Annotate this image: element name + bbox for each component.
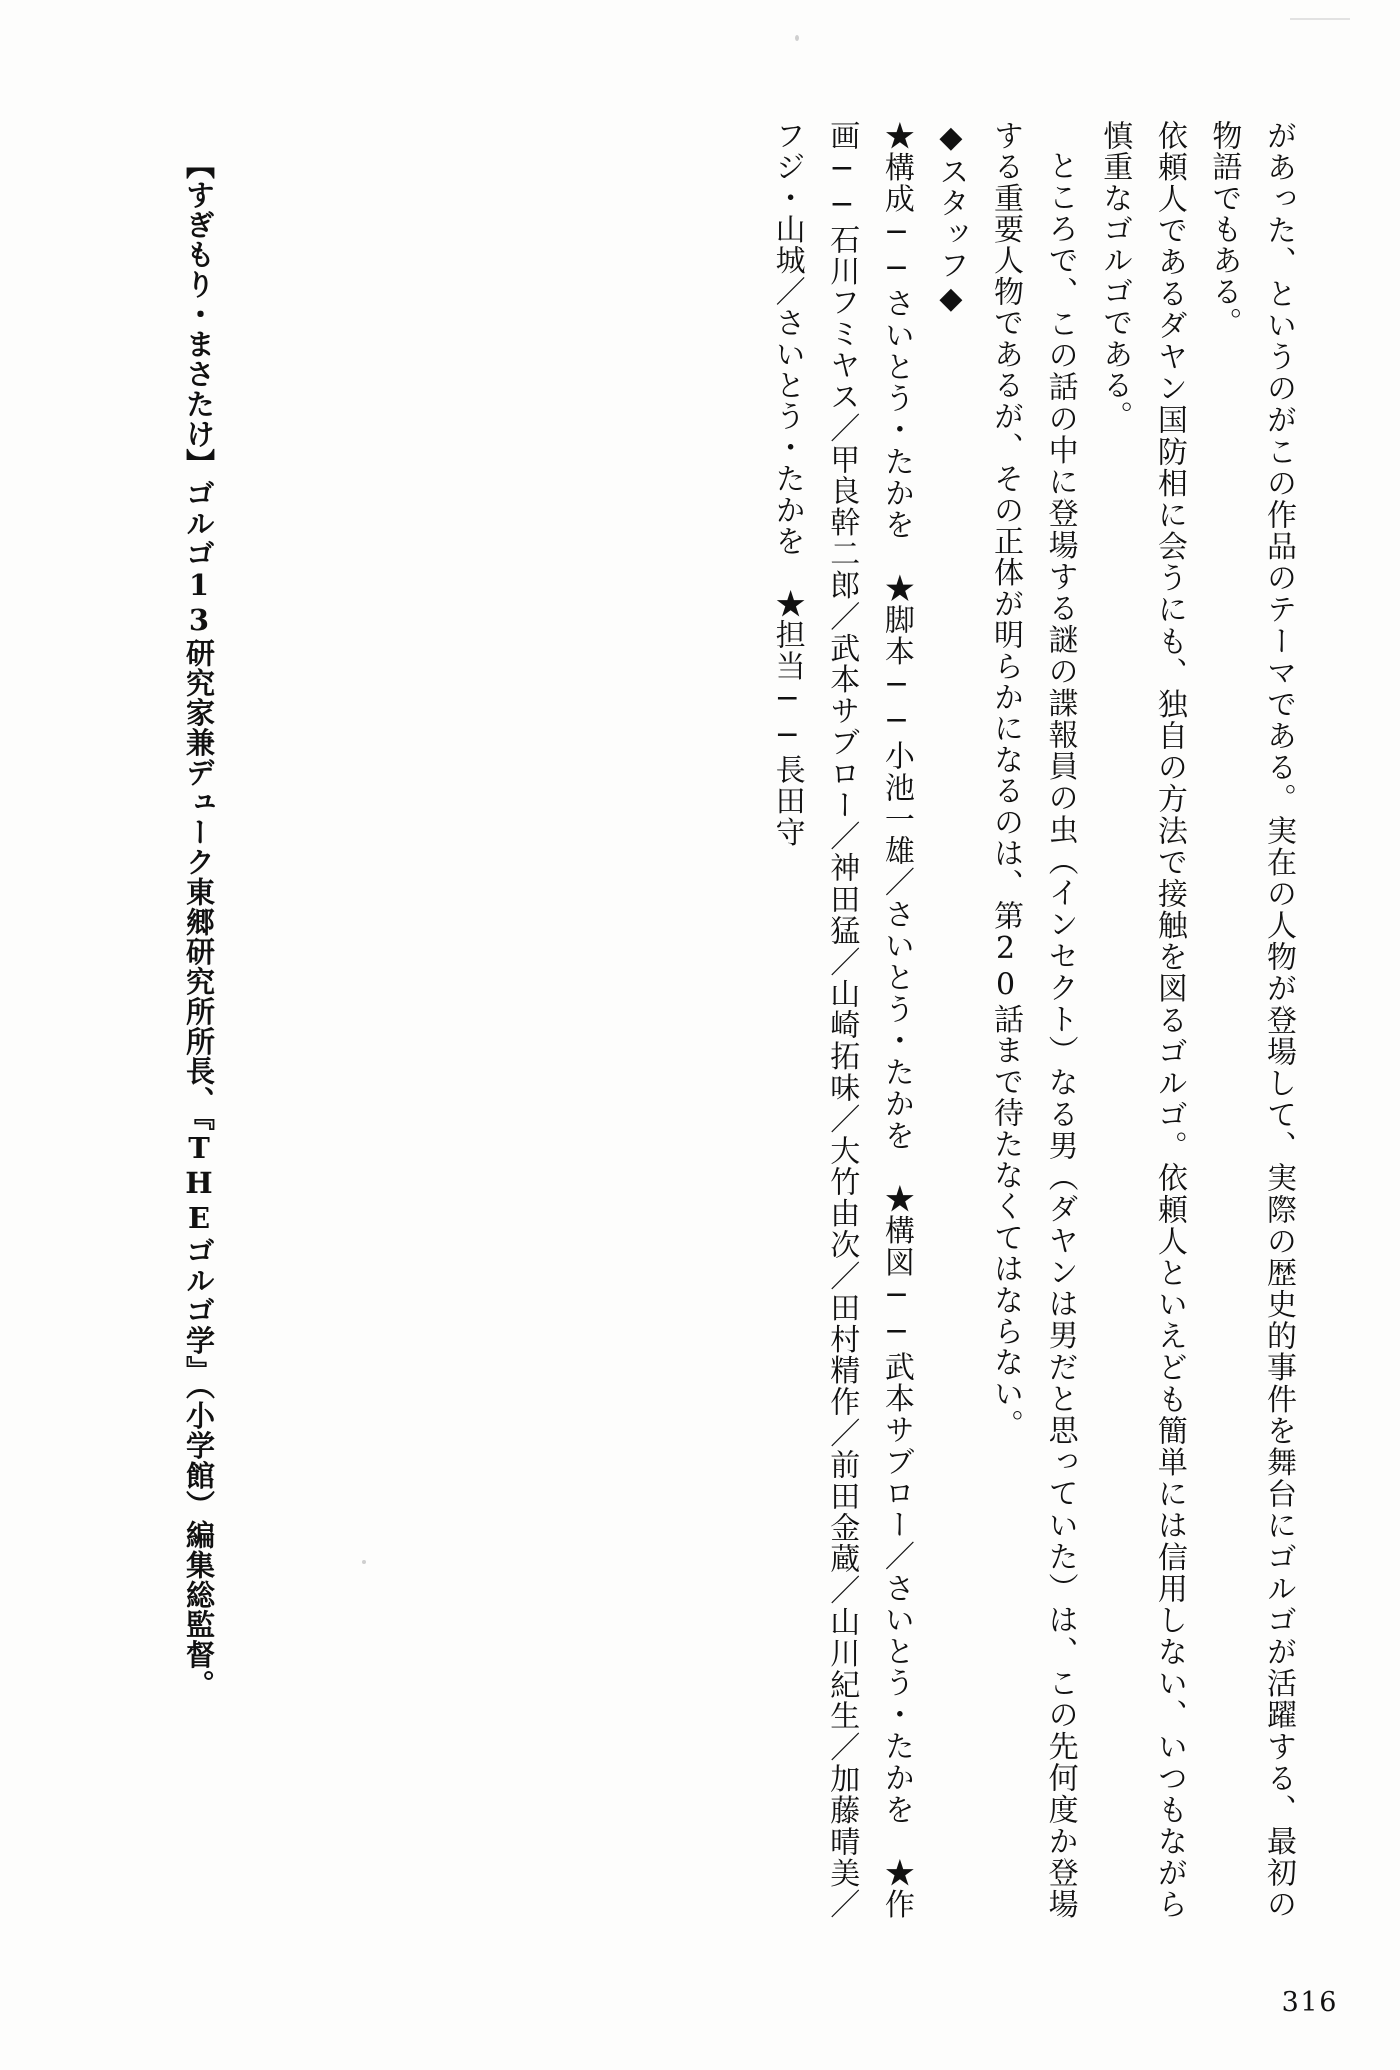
staff-credits: ★構成──さいとう・たかを ★脚本──小池一雄／さいとう・たかを ★構図──武本サブロー／さいとう・たかを ★作画──石川フミヤス／甲良幹二郎／武本サブロー／神田猛／山崎拓味／大竹由次／田村精作／前田金蔵／山川紀生／加藤晴美／フジ・山城／さいとう・たかを ★担当──長田守 [769,120,914,1920]
paragraph-2: 依頼人であるダヤン国防相に会うにも、独自の方法で接触を図るゴルゴ。依頼人といえども簡単には信用しない、いつもながら慎重なゴルゴである。 [1097,120,1187,1920]
page-edge-mark [1290,18,1350,20]
paragraph-1: があった、というのがこの作品のテーマである。実在の人物が登場して、実際の歴史的事件を舞台にゴルゴが活躍する、最初の物語でもある。 [1206,120,1296,1920]
staff-heading: ◆スタッフ◆ [933,120,969,318]
page-speck [362,1560,366,1564]
paragraph-3: ところで、この話の中に登場する謎の諜報員の虫（インセクト）なる男（ダヤンは男だと思っていた）は、この先何度か登場する重要人物であるが、その正体が明らかになるのは、第20話まで待たなくてはならない。 [988,120,1078,1920]
page-number: 316 [1281,1987,1338,2018]
author-bio-block [173,150,225,1850]
author-bio-name: 【すぎもり・まさたけ】 [182,150,216,479]
page-speck [795,35,799,41]
body-text-column [759,120,1305,1920]
author-bio-description: ゴルゴ13研究家兼デューク東郷研究所所長、『THEゴルゴ学』（小学館）編集総監督。 [182,478,216,1700]
